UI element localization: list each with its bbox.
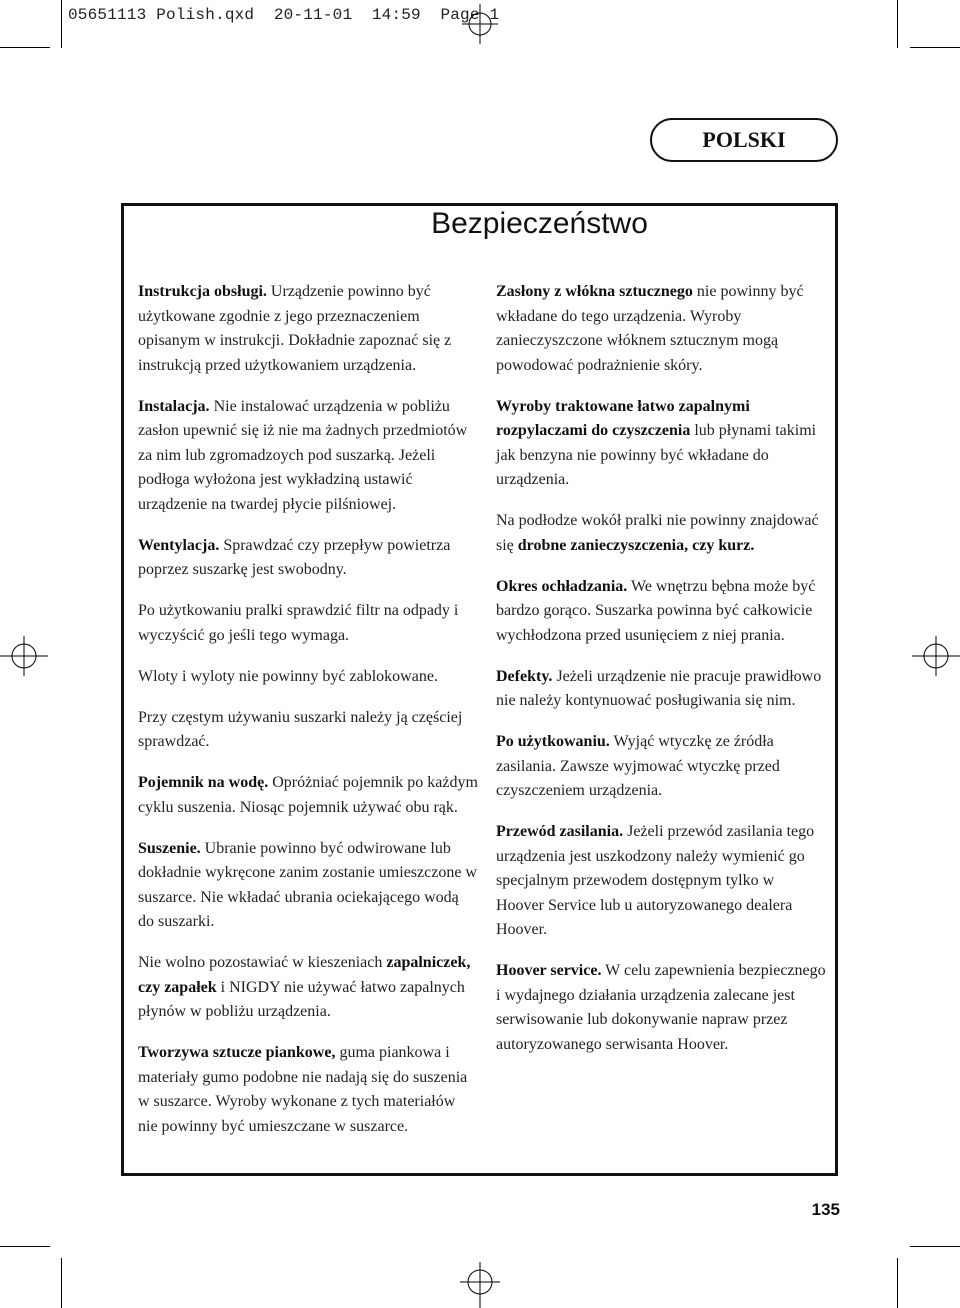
- registration-mark-left-icon: [0, 636, 48, 676]
- registration-mark-right-icon: [912, 636, 960, 676]
- crop-mark-top-right-h: [910, 47, 960, 48]
- paragraph-text: guma piankowa i materiały gumo podobne nie nadają się do suszenia w suszarce. Wyroby wykonane z tych materiałów nie powinny być umieszczane w suszarce.: [138, 1044, 468, 1135]
- paragraph-flammable: [496, 395, 826, 493]
- paragraph-floor: [496, 509, 826, 558]
- paragraph-lead: Przewód zasilania.: [496, 823, 624, 840]
- paragraph-text: We wnętrzu bębna może być bardzo gorąco. Suszarka powinna być całkowicie wychłodzona przed usunięciem z niej prania.: [496, 577, 816, 644]
- paragraph-emphasis: zapalniczek, czy zapałek: [138, 954, 471, 996]
- paragraph-service: [496, 959, 826, 1057]
- paragraph-drying: [138, 837, 478, 935]
- paragraph-lead: Pojemnik na wodę.: [138, 774, 269, 791]
- language-label-text: POLSKI: [702, 127, 786, 152]
- paragraph-text: Nie instalować urządzenia w pobliżu zasłon upewnić się iż nie ma żadnych przedmiotów za nim lub zgromadzoych pod suszarką. Jeżeli podłoga wyłożona jest wykładziną ustawić urządzenie na twardej płycie pilśniowej.: [138, 397, 468, 513]
- paragraph-text: Ubranie powinno być odwirowane lub dokładnie wykręcone zanim zostanie umieszczone w suszarce. Nie wkładać ubrania ociekającego wodą do suszarki.: [138, 839, 477, 930]
- paragraph-after-use: [496, 730, 826, 804]
- paragraph-text: nie powinny być wkładane do tego urządzenia. Wyroby zanieczyszczone włóknem sztucznym mogą powodować podrażnienie skóry.: [496, 283, 804, 374]
- paragraph-lead: Suszenie.: [138, 839, 201, 857]
- paragraph-text: Na podłodze wokół pralki nie powinny znajdować się: [496, 512, 819, 554]
- paragraph-instructions: [138, 280, 478, 378]
- paragraph-frequent-use: [138, 706, 478, 755]
- right-column: [496, 280, 826, 1074]
- paragraph-text: Jeżeli przewód zasilania tego urządzenia jest uszkodzony należy wymienić go specjalnym przewodem dostępnym tylko w Hoover Service lub u autoryzowanego dealera Hoover.: [496, 823, 815, 938]
- paragraph-text: W celu zapewnienia bezpiecznego i wydajnego działania urządzenia zalecane jest serwisowanie lub dokonywanie napraw przez autoryzowanego serwisanta Hoover.: [496, 962, 826, 1053]
- paragraph-lead: Tworzywa sztucze piankowe,: [138, 1044, 336, 1061]
- page-number: 135: [811, 1200, 840, 1219]
- paragraph-text: Nie wolno pozostawiać w kieszeniach: [138, 954, 387, 971]
- language-label: [650, 118, 838, 162]
- paragraph-text: Przy częstym używaniu suszarki należy ją częściej sprawdzać.: [138, 708, 463, 750]
- paragraph-vents: [138, 665, 478, 690]
- paragraph-filter: [138, 599, 478, 648]
- paragraph-text: Sprawdzać czy przepływ powietrza poprzez suszarkę jest swobodny.: [138, 536, 451, 578]
- paragraph-lead: Okres ochładzania.: [496, 577, 628, 595]
- crop-mark-top-left-h: [0, 47, 50, 48]
- crop-mark-bottom-right: [897, 1258, 898, 1308]
- paragraph-lead: Hoover service.: [496, 962, 602, 979]
- paragraph-lead: Po użytkowaniu.: [496, 733, 610, 750]
- paragraph-text: Wyjąć wtyczkę ze źródła zasilania. Zawsze wyjmować wtyczkę przed czyszczeniem urządzenia.: [496, 733, 780, 799]
- registration-mark-bottom-icon: [460, 1262, 500, 1308]
- paragraph-text: i NIGDY nie używać łatwo zapalnych płynów w pobliżu urządzenia.: [138, 978, 465, 1020]
- paragraph-water-container: [138, 771, 478, 820]
- crop-mark-bottom-left-h: [0, 1246, 50, 1247]
- paragraph-lead: Zasłony z włókna sztucznego: [496, 283, 693, 300]
- paragraph-lead: Defekty.: [496, 667, 553, 685]
- paragraph-pockets: [138, 951, 478, 1025]
- paragraph-installation: [138, 395, 478, 518]
- paragraph-text: Jeżeli urządzenie nie pracuje prawidłowo nie należy kontynuować posługiwania się nim.: [496, 667, 822, 709]
- crop-mark-top-left: [61, 0, 62, 48]
- paragraph-lead: Instalacja.: [138, 397, 210, 415]
- paragraph-text: Opróżniać pojemnik po każdym cyklu suszenia. Niosąc pojemnik używać obu rąk.: [138, 774, 478, 816]
- page-title: Bezpieczeństwo: [431, 207, 648, 240]
- paragraph-emphasis: drobne zanieczyszczenia, czy kurz.: [517, 536, 755, 554]
- paragraph-lead: Instrukcja obsługi.: [138, 283, 267, 300]
- paragraph-power-cord: [496, 820, 826, 943]
- registration-mark-top-icon: [462, 4, 498, 44]
- paragraph-text: Urządzenie powinno być użytkowane zgodnie z jego przeznaczeniem opisanym w instrukcji. Dokładnie zapoznać się z instrukcją przed użytkowaniem urządzenia.: [138, 283, 452, 374]
- crop-mark-top-right: [897, 0, 898, 48]
- paragraph-text: lub płynami takimi jak benzyna nie powinny być wkładane do urządzenia.: [496, 422, 817, 488]
- paragraph-curtains: [496, 280, 826, 378]
- paragraph-text: Wloty i wyloty nie powinny być zablokowane.: [138, 667, 438, 685]
- paragraph-cooling: [496, 575, 826, 649]
- crop-mark-bottom-left: [61, 1258, 62, 1308]
- left-column: [138, 280, 478, 1156]
- paragraph-foam: [138, 1041, 478, 1139]
- paragraph-text: Po użytkowaniu pralki sprawdzić filtr na odpady i wyczyścić go jeśli tego wymaga.: [138, 602, 459, 644]
- paragraph-lead: Wentylacja.: [138, 536, 220, 554]
- paragraph-defects: [496, 665, 826, 714]
- paragraph-lead: Wyroby traktowane łatwo zapalnymi rozpylaczami do czyszczenia: [496, 397, 750, 439]
- paragraph-ventilation: [138, 534, 478, 583]
- print-slug: 05651113 Polish.qxd 20-11-01 14:59 Page 1: [68, 6, 500, 24]
- crop-mark-bottom-right-h: [910, 1246, 960, 1247]
